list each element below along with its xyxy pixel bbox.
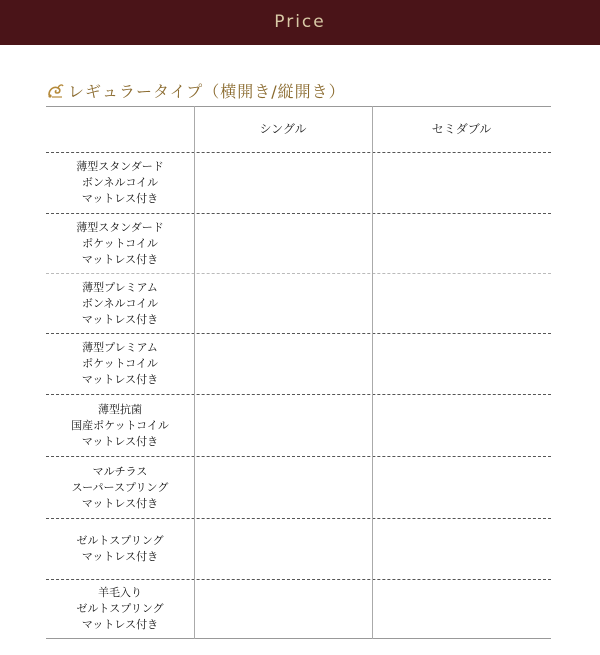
header-title: Price: [274, 12, 326, 32]
section-title: レギュラータイプ（横開き/縦開き）: [68, 81, 346, 101]
column-header-single: シングル: [259, 122, 307, 136]
row-label: マルチラス スーパースプリング マットレス付き: [71, 464, 169, 510]
row-label: 薄型抗菌 国産ポケットコイル マットレス付き: [71, 402, 169, 448]
price-table: [46, 106, 551, 639]
column-divider: [194, 106, 195, 639]
row-label: 羊毛入り ゼルトスプリング マットレス付き: [76, 586, 164, 631]
row-label: 薄型プレミアム ポケットコイル マットレス付き: [81, 341, 159, 386]
section-heading: [46, 78, 556, 102]
table-bottom-border: [46, 638, 551, 639]
row-label: 薄型プレミアム ボンネルコイル マットレス付き: [81, 280, 159, 326]
ornament-icon: [46, 80, 66, 100]
row-label: 薄型スタンダード ボンネルコイル マットレス付き: [76, 160, 164, 205]
row-label: ゼルトスプリング マットレス付き: [76, 534, 164, 563]
column-divider: [372, 106, 373, 639]
header-bar: [0, 0, 600, 45]
row-label: 薄型スタンダード ポケットコイル マットレス付き: [76, 220, 164, 266]
column-header-semi-double: セミダブル: [431, 122, 492, 136]
